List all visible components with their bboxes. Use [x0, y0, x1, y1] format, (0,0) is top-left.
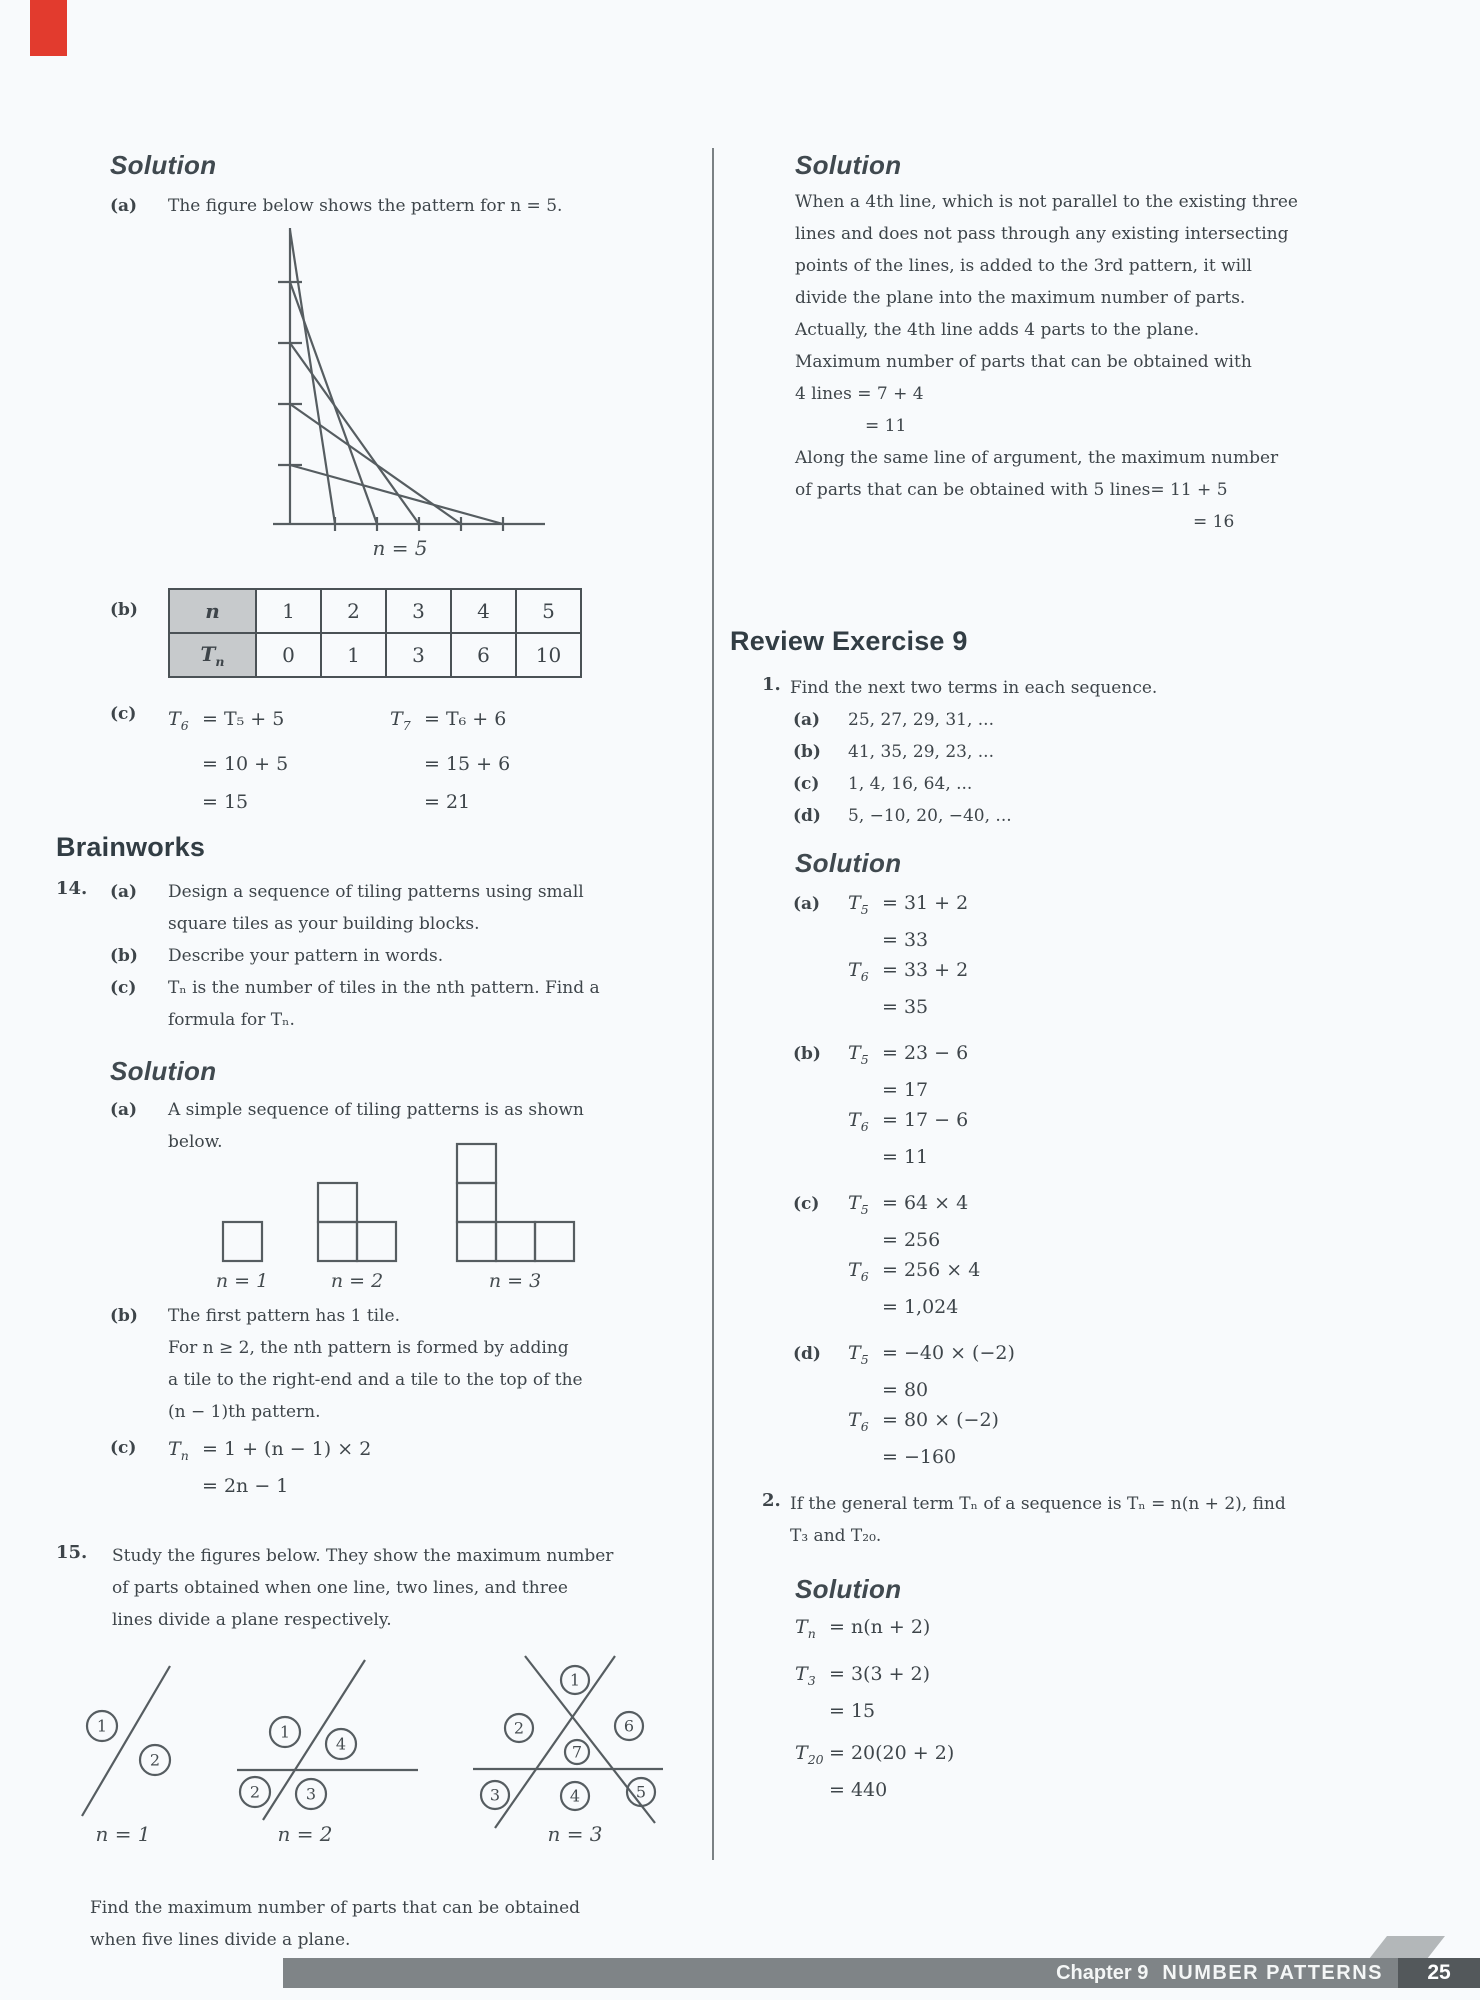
solution-1d	[793, 1338, 1015, 1472]
footer-chapter-title	[283, 1958, 1383, 1988]
equation-line: = 15 + 6	[424, 753, 511, 775]
solution-heading: Solution	[795, 848, 902, 878]
solution-a-text: The figure below shows the pattern for n = 5.	[168, 196, 563, 216]
equation-line: = 15	[829, 1700, 876, 1722]
equation-line: = 33	[882, 929, 929, 951]
table-row	[169, 633, 581, 677]
region-number: 1	[279, 1722, 291, 1742]
region-number: 4	[335, 1734, 347, 1754]
string-line	[290, 465, 503, 524]
string-art-figure	[225, 222, 555, 562]
region-number: 6	[623, 1716, 635, 1736]
sequence-text: 5, −10, 20, −40, ...	[848, 806, 1012, 826]
part-label: (a)	[793, 710, 821, 730]
solution-text-line: points of the lines, is added to the 3rd pattern, it will	[795, 256, 1252, 276]
solution-15-text	[795, 186, 1298, 538]
part-label: (b)	[793, 742, 821, 762]
sequence-item-c	[793, 768, 972, 800]
question-text-line: Describe your pattern in words.	[168, 946, 444, 966]
table-cell: 4	[451, 589, 516, 633]
review-exercise-heading: Review Exercise 9	[730, 626, 968, 656]
table-cell: 5	[516, 589, 581, 633]
region-number: 3	[489, 1785, 501, 1805]
question-number: 2.	[762, 1490, 781, 1511]
equation-line: = 17	[882, 1079, 929, 1101]
equation-line: = 256	[882, 1229, 941, 1251]
solution-text-line: When a 4th line, which is not parallel to the existing three	[795, 192, 1298, 212]
tile-square	[457, 1183, 496, 1222]
tile-square	[535, 1222, 574, 1261]
equation-line: $T_6 = 33 + 2$	[848, 959, 969, 984]
equation-line: = 21	[424, 791, 471, 813]
solution-text-line: 4 lines = 7 + 4	[795, 384, 924, 404]
equation-line: $T_{20} = 20(20 + 2)$	[795, 1742, 955, 1767]
figure-label: n = 1	[95, 1822, 151, 1846]
part-label: (b)	[793, 1044, 821, 1064]
equation-line: $T_6 = 256 \times 4$	[848, 1259, 981, 1284]
question-15-closing	[90, 1892, 580, 1956]
question-text-line: lines divide a plane respectively.	[112, 1610, 392, 1630]
table-header-cell: $T_n$	[169, 633, 256, 677]
equation-group-t7	[390, 700, 510, 821]
equation-line: = 2n − 1	[202, 1475, 289, 1497]
equation-line: $T_6 = 80 \times (-2)$	[848, 1409, 999, 1434]
solution-heading: Solution	[795, 1574, 902, 1604]
region-number: 3	[305, 1784, 317, 1804]
sequence-item-a	[793, 704, 994, 736]
part-label: (c)	[110, 978, 137, 998]
equation-line: $T_6 = T_5 + 5$	[168, 708, 285, 733]
table-header-cell: n	[169, 589, 256, 633]
table-cell: 3	[386, 589, 451, 633]
region-number: 7	[571, 1742, 583, 1762]
tiling-patterns-figure	[168, 1140, 608, 1295]
solution-heading: Solution	[795, 150, 902, 180]
region-number: 4	[569, 1786, 581, 1806]
solution-text-line: A simple sequence of tiling patterns is as shown	[168, 1100, 584, 1120]
sequence-item-d	[793, 800, 1012, 832]
question-14c	[110, 972, 600, 1036]
equation-group-formula	[168, 1434, 371, 1501]
solution-heading: Solution	[110, 150, 217, 180]
solution-text-line: For n ≥ 2, the nth pattern is formed by adding	[168, 1338, 569, 1358]
region-number: 1	[96, 1716, 108, 1736]
equation-line: $T_5 = 23 - 6$	[848, 1042, 969, 1067]
question-text-line: T₃ and T₂₀.	[790, 1526, 882, 1546]
column-divider	[712, 148, 714, 1860]
table-cell: 0	[256, 633, 321, 677]
equation-line: $T_7 = T_6 + 6$	[390, 708, 507, 733]
question-14b	[110, 940, 443, 972]
part-label: (a)	[793, 894, 821, 914]
equation-line: = 1,024	[882, 1296, 959, 1318]
equation-line: = −160	[882, 1446, 957, 1468]
table-cell: 3	[386, 633, 451, 677]
plane-division-figures	[55, 1648, 675, 1848]
question-15-text	[112, 1540, 613, 1636]
figure-label: n = 2	[330, 1270, 384, 1292]
solution-text-line: = 11	[865, 416, 907, 436]
part-label: (c)	[110, 1438, 137, 1458]
tile-square	[223, 1222, 262, 1261]
equation-line: = 15	[202, 791, 249, 813]
question-text-line: Study the figures below. They show the maximum number	[112, 1546, 614, 1566]
region-number: 2	[249, 1782, 261, 1802]
part-label: (b)	[110, 1306, 138, 1326]
solution-text-line: divide the plane into the maximum number of parts.	[795, 288, 1246, 308]
question-1-text: Find the next two terms in each sequence.	[790, 678, 1158, 698]
solution-text-line: of parts that can be obtained with 5 lines= 11 + 5	[795, 480, 1228, 500]
solution-text-line: The first pattern has 1 tile.	[168, 1306, 400, 1326]
part-label: (a)	[110, 196, 138, 216]
pattern-value-table	[168, 588, 582, 678]
solution-text-line: below.	[168, 1132, 223, 1152]
equation-line: = 11	[882, 1146, 929, 1168]
solution-text-line: (n − 1)th pattern.	[168, 1402, 321, 1422]
region-number: 1	[569, 1670, 581, 1690]
question-text-line: Find the maximum number of parts that can be obtained	[90, 1898, 581, 1918]
figure-label: n = 3	[488, 1270, 542, 1292]
dividing-line	[495, 1656, 615, 1828]
table-cell: 10	[516, 633, 581, 677]
tile-square	[457, 1144, 496, 1183]
equation-line: $T_6 = 17 - 6$	[848, 1109, 969, 1134]
sequence-text: 25, 27, 29, 31, ...	[848, 710, 994, 730]
equation-line: $T_n = 1 + (n - 1) \times 2$	[168, 1438, 372, 1463]
sequence-item-b	[793, 736, 994, 768]
equation-line: = 80	[882, 1379, 929, 1401]
figure-label: n = 2	[277, 1822, 333, 1846]
solution-text-line: Along the same line of argument, the maximum number	[795, 448, 1279, 468]
part-label: (b)	[110, 600, 138, 620]
table-cell: 6	[451, 633, 516, 677]
tile-square	[318, 1222, 357, 1261]
solution-text-line: lines and does not pass through any existing intersecting	[795, 224, 1289, 244]
solution-text-line: a tile to the right-end and a tile to the top of the	[168, 1370, 583, 1390]
string-line	[290, 343, 419, 524]
solution-1a	[793, 888, 968, 1022]
solution-2-equations	[795, 1612, 954, 1805]
part-label: (b)	[110, 946, 138, 966]
table-cell: 1	[321, 633, 386, 677]
solution-text-line: Maximum number of parts that can be obtained with	[795, 352, 1252, 372]
figure-label: n = 3	[547, 1822, 603, 1846]
figure-label: n = 1	[215, 1270, 269, 1292]
region-number: 2	[513, 1718, 525, 1738]
sequence-text: 1, 4, 16, 64, ...	[848, 774, 973, 794]
equation-line: = 10 + 5	[202, 753, 289, 775]
region-number: 2	[149, 1750, 161, 1770]
part-label: (c)	[793, 1194, 820, 1214]
solution-heading: Solution	[110, 1056, 217, 1086]
tile-square	[318, 1183, 357, 1222]
equation-group-t6	[168, 700, 288, 821]
equation-line: $T_5 = 64 \times 4$	[848, 1192, 969, 1217]
part-label: (c)	[793, 774, 820, 794]
page-number: 25	[1427, 1961, 1451, 1984]
solution-text-line: Actually, the 4th line adds 4 parts to the plane.	[795, 320, 1200, 340]
sequence-text: 41, 35, 29, 23, ...	[848, 742, 994, 762]
equation-line: $T_5 = -40 \times (-2)$	[848, 1342, 1015, 1367]
part-label: (a)	[110, 882, 138, 902]
part-label: (d)	[793, 806, 821, 826]
question-number: 15.	[56, 1542, 88, 1563]
question-number: 14.	[56, 878, 88, 899]
equation-line: $T_n = n(n + 2)$	[795, 1616, 931, 1641]
tile-square	[457, 1222, 496, 1261]
dividing-line	[82, 1666, 170, 1816]
footer-section-label: NUMBER PATTERNS	[1162, 1962, 1383, 1984]
table-cell: 1	[256, 589, 321, 633]
part-label: (c)	[110, 704, 137, 724]
brainworks-heading: Brainworks	[56, 832, 206, 862]
question-text-line: Tₙ is the number of tiles in the nth pattern. Find a	[168, 978, 600, 998]
solution-1c	[793, 1188, 980, 1322]
solution-14b	[110, 1300, 583, 1428]
tile-square	[357, 1222, 396, 1261]
equation-line: = 440	[829, 1779, 888, 1801]
equation-line: $T_5 = 31 + 2$	[848, 892, 969, 917]
footer-chapter-label: Chapter 9	[1056, 1962, 1149, 1984]
part-label: (d)	[793, 1344, 821, 1364]
table-row	[169, 589, 581, 633]
question-2-text	[790, 1488, 1286, 1552]
question-text-line: If the general term Tₙ of a sequence is Tₙ = n(n + 2), find	[790, 1494, 1286, 1514]
region-number: 5	[635, 1782, 647, 1802]
equation-line: $T_3 = 3(3 + 2)$	[795, 1663, 931, 1688]
question-text-line: formula for Tₙ.	[168, 1010, 295, 1030]
question-14a	[110, 876, 584, 940]
solution-1b	[793, 1038, 968, 1172]
question-number: 1.	[762, 674, 781, 695]
footer-decoration	[1369, 1936, 1445, 1959]
question-text-line: square tiles as your building blocks.	[168, 914, 480, 934]
question-text-line: of parts obtained when one line, two lines, and three	[112, 1578, 568, 1598]
figure-label: n = 5	[372, 536, 428, 560]
question-text-line: when five lines divide a plane.	[90, 1930, 351, 1950]
question-text-line: Design a sequence of tiling patterns using small	[168, 882, 584, 902]
tile-square	[496, 1222, 535, 1261]
solution-a-item	[110, 190, 562, 222]
string-line	[290, 230, 335, 524]
table-cell: 2	[321, 589, 386, 633]
page-edge-tab	[30, 0, 67, 56]
part-label: (a)	[110, 1100, 138, 1120]
equation-line: = 35	[882, 996, 929, 1018]
solution-text-line: = 16	[1193, 512, 1235, 532]
